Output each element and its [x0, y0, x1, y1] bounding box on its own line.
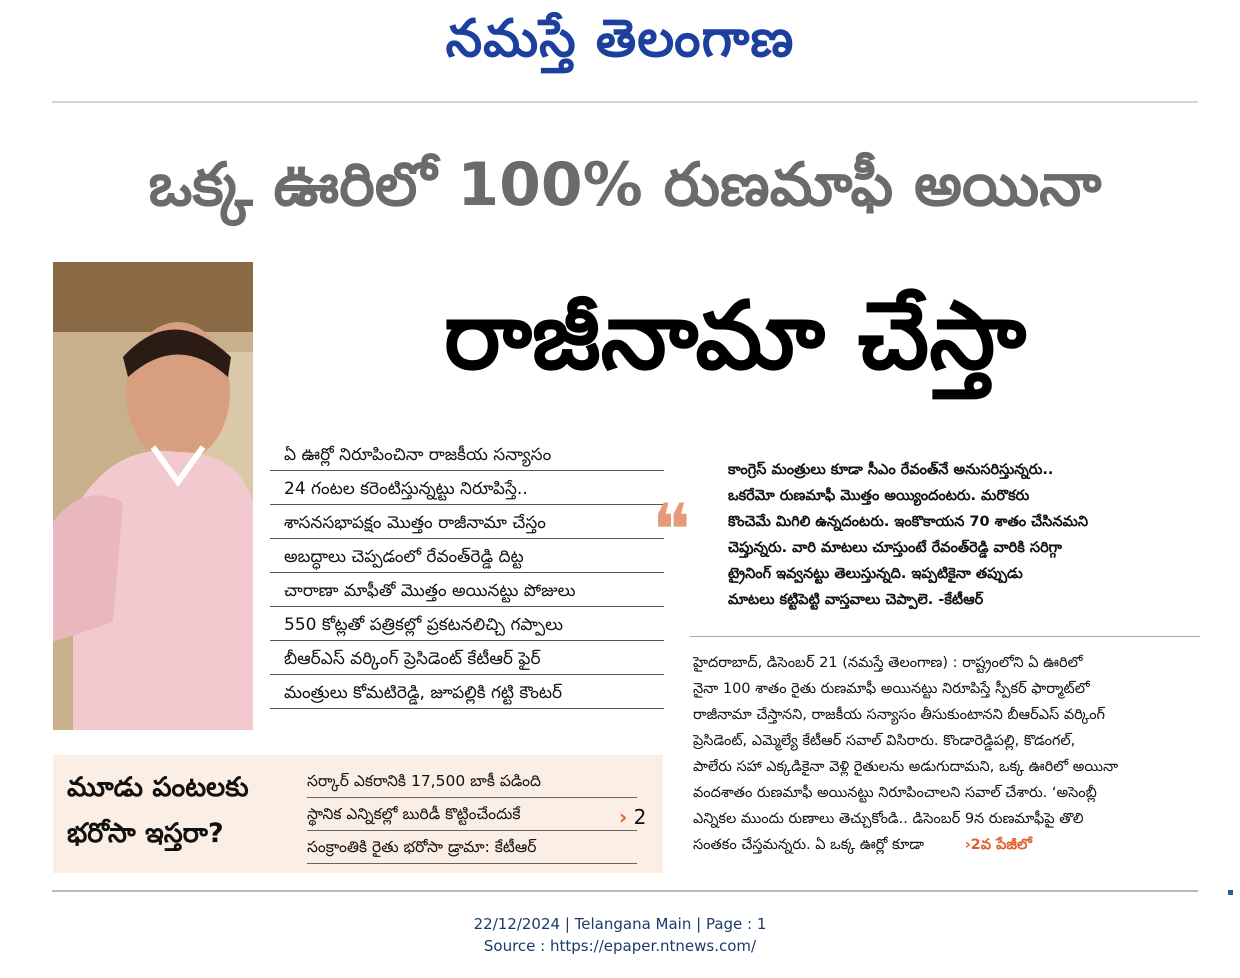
- bottom-divider: [52, 890, 1198, 892]
- quote-line: ట్రైనింగ్ ఇవ్వనట్టు తెలుస్తున్నది. ఇప్పటికైనా తప్పుడు: [728, 566, 1023, 582]
- footer-source-link[interactable]: Source : https://epaper.ntnews.com/: [483, 937, 757, 955]
- list-item: అబద్ధాలు చెప్పడంలో రేవంత్‌రెడ్డి దిట్ట: [270, 542, 664, 573]
- teaser-item: స్థానిక ఎన్నికల్లో బురిడీ కొట్టించేందుకే: [307, 798, 637, 831]
- teaser-page-number: 2: [633, 805, 647, 829]
- list-item: బీఆర్‌ఎస్ వర్కింగ్ ప్రెసిడెంట్ కేటీఆర్ ఫైర్: [270, 644, 664, 675]
- article-line-text: సంతకం చేస్తమన్నరు. ఏ ఒక్క ఊర్లో కూడా: [693, 837, 925, 853]
- teaser-title-line: మూడు పంటలకు: [67, 772, 249, 803]
- pull-quote: [728, 457, 1194, 613]
- highlight-list: [270, 440, 664, 712]
- person-illustration: [53, 262, 253, 730]
- article-line: నైనా 100 శాతం రైతు రుణమాఫీ అయినట్టు నిరూపిస్తే స్పీకర్ ఫార్మాట్‌లో: [693, 681, 1090, 697]
- list-item: చారాణా మాఫీతో మొత్తం అయినట్టు పోజులు: [270, 576, 664, 607]
- continued-page-link[interactable]: ›2వ పేజీలో: [964, 837, 1032, 853]
- footer: [0, 913, 1240, 957]
- list-item: 24 గంటల కరెంటిస్తున్నట్టు నిరూపిస్తే..: [270, 474, 664, 505]
- teaser-list: [307, 765, 637, 864]
- teaser-page-link[interactable]: [619, 805, 646, 829]
- quote-divider: [690, 636, 1200, 637]
- chevron-right-icon: ›: [619, 805, 628, 829]
- teaser-title-line: భరోసా ఇస్తరా?: [67, 818, 224, 849]
- article-line: హైదరాబాద్, డిసెంబర్ 21 (నమస్తే తెలంగాణ) : రాష్ట్రంలోని ఏ ఊరిలో: [693, 655, 1083, 671]
- kicker-headline: ఒక్క ఊరిలో 100% రుణమాఫీ అయినా: [148, 150, 1102, 220]
- teaser-box: [53, 755, 663, 873]
- masthead-logo: నమస్తే తెలంగాణ: [445, 8, 795, 69]
- list-item: ఏ ఊర్లో నిరూపించినా రాజకీయ సన్యాసం: [270, 440, 664, 471]
- article-line: పాలేరు సహా ఎక్కడికైనా వెళ్లి రైతులను అడుగుదామని, ఒక్క ఊరిలో అయినా: [693, 759, 1119, 775]
- quote-icon: ❝: [652, 488, 691, 572]
- portrait-photo: [53, 262, 253, 730]
- footer-edition: 22/12/2024 | Telangana Main | Page : 1: [473, 915, 767, 933]
- teaser-title: [67, 765, 307, 857]
- teaser-item: సర్కార్ ఎకరానికి 17,500 బాకీ పడింది: [307, 765, 637, 798]
- quote-line: చెప్తున్నరు. వారి మాటలు చూస్తుంటే రేవంత్‌రెడ్డి వారికి సరిగ్గా: [728, 540, 1063, 556]
- main-headline: రాజీనామా చేస్తా: [443, 282, 1027, 391]
- edge-marker: [1228, 890, 1233, 895]
- quote-line: కాంగ్రెస్ మంత్రులు కూడా సీఎం రేవంత్‌నే అనుసరిస్తున్నరు..: [728, 462, 1054, 478]
- top-divider: [52, 101, 1198, 103]
- article-line: రాజీనామా చేస్తానని, రాజకీయ సన్యాసం తీసుకుంటానని బీఆర్‌ఎస్ వర్కింగ్: [693, 707, 1106, 723]
- list-item: శాసనసభాపక్షం మొత్తం రాజీనామా చేస్తం: [270, 508, 664, 539]
- article-body: [693, 650, 1198, 858]
- article-line: ప్రెసిడెంట్, ఎమ్మెల్యే కేటీఆర్ సవాల్ విసిరారు. కొండారెడ్డిపల్లి, కొడంగల్,: [693, 733, 1076, 749]
- quote-line: మాటలు కట్టిపెట్టి వాస్తవాలు చెప్పాలె. -కేటీఆర్: [728, 592, 984, 608]
- quote-line: కొంచెమే మిగిలి ఉన్నదంటరు. ఇంకొకాయన 70 శాతం చేసినమని: [728, 514, 1089, 530]
- article-line: వందశాతం రుణమాఫీ అయినట్టు నిరూపించాలని సవాల్ చేశారు. ‘అసెంబ్లీ: [693, 785, 1097, 801]
- article-line: [693, 832, 1198, 858]
- list-item: 550 కోట్లతో పత్రికల్లో ప్రకటనలిచ్చి గప్పాలు: [270, 610, 664, 641]
- teaser-item: సంక్రాంతికి రైతు భరోసా డ్రామా: కేటీఆర్: [307, 831, 637, 864]
- article-line: ఎన్నికల ముందు రుణాలు తెచ్చుకోండి.. డిసెంబర్ 9న రుణమాఫీపై తొలి: [693, 811, 1084, 827]
- quote-line: ఒకరేమో రుణమాఫీ మొత్తం అయ్యిందంటరు. మరొకరు: [728, 488, 1030, 504]
- list-item: మంత్రులు కోమటిరెడ్డి, జూపల్లికి గట్టి కౌంటర్: [270, 678, 664, 709]
